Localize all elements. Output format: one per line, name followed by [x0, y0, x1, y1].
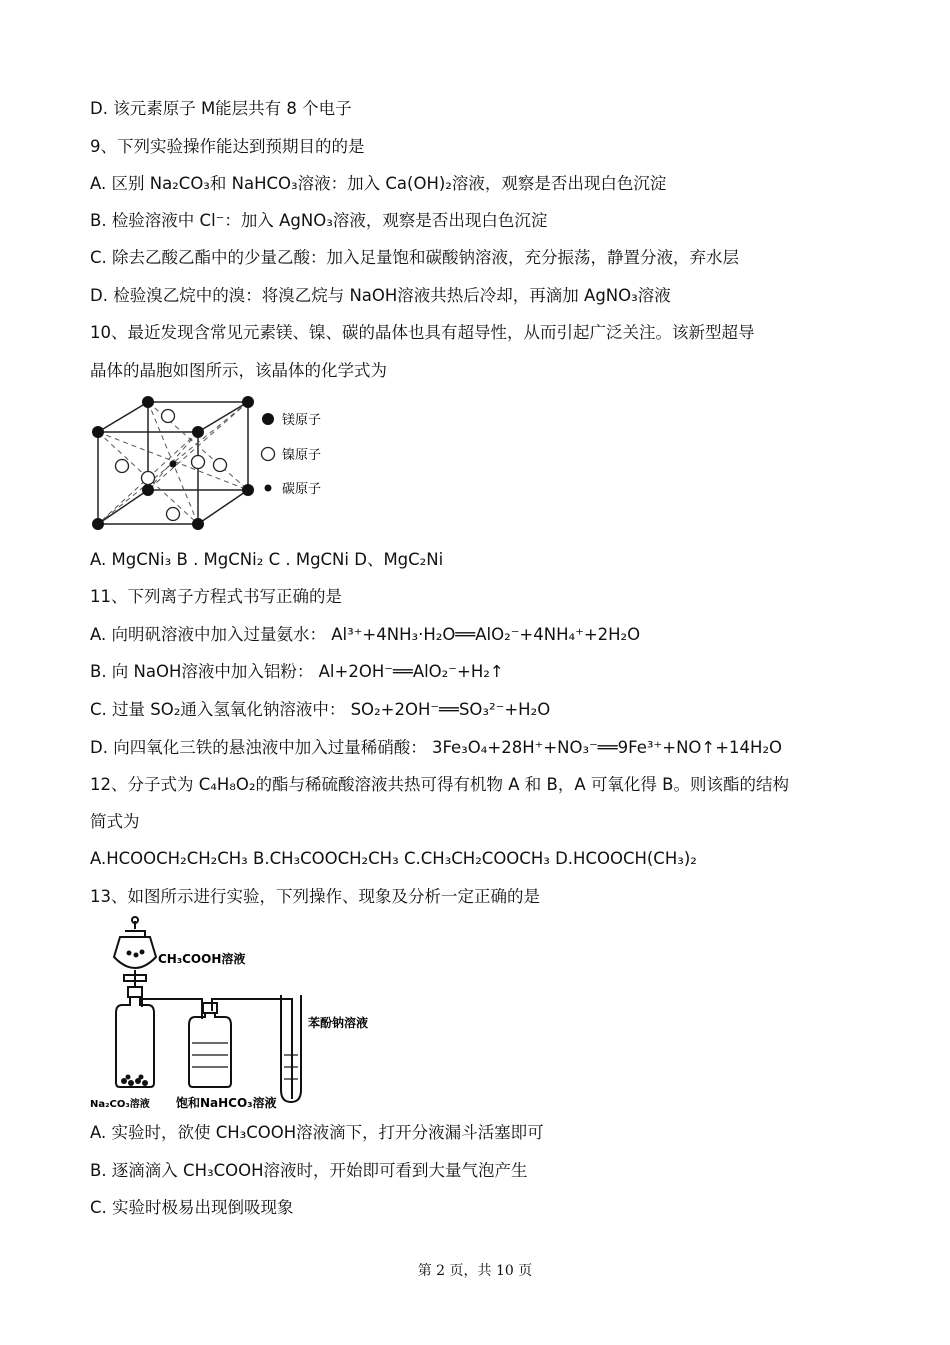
question-9: 9、下列实验操作能达到预期目的的是 — [90, 137, 365, 156]
label-tube: 苯酚钠溶液 — [308, 1016, 369, 1030]
option-13b: B. 逐滴滴入 CH₃COOH溶液时，开始即可看到大量气泡产生 — [90, 1161, 528, 1180]
question-10-line2: 晶体的晶胞如图所示，该晶体的化学式为 — [90, 361, 387, 380]
question-10-line1: 10、最近发现含常见元素镁、镍、碳的晶体也具有超导性，从而引起广泛关注。该新型超导 — [90, 323, 755, 342]
legend-mg-label: 镁原子 — [282, 413, 322, 428]
legend-c-label: 碳原子 — [282, 482, 322, 497]
legend-ni-label: 镍原子 — [282, 448, 322, 463]
page-footer: 第 2 页，共 10 页 — [417, 1263, 533, 1279]
option-9c: C. 除去乙酸乙酯中的少量乙酸：加入足量饱和碳酸钠溶液，充分振荡，静置分液，弃水层 — [90, 248, 740, 267]
option-8d: D. 该元素原子 M能层共有 8 个电子 — [90, 99, 352, 118]
option-11b: B. 向 NaOH溶液中加入铝粉： Al+2OH⁻══AlO₂⁻+H₂↑ — [90, 662, 504, 681]
option-13a: A. 实验时，欲使 CH₃COOH溶液滴下，打开分液漏斗活塞即可 — [90, 1123, 544, 1142]
label-funnel: CH₃COOH溶液 — [158, 952, 246, 966]
question-12-line1: 12、分子式为 C₄H₈O₂的酯与稀硫酸溶液共热可得有机物 A 和 B，A 可氧化得 B。则该酯的结构 — [90, 775, 789, 794]
option-13c: C. 实验时极易出现倒吸现象 — [90, 1198, 294, 1217]
label-flask2: 饱和NaHCO₃溶液 — [176, 1096, 277, 1110]
option-11c: C. 过量 SO₂通入氢氧化钠溶液中： SO₂+2OH⁻══SO₃²⁻+H₂O — [90, 700, 551, 719]
question-12-line2: 简式为 — [90, 812, 140, 831]
option-9b: B. 检验溶液中 Cl⁻：加入 AgNO₃溶液，观察是否出现白色沉淀 — [90, 211, 548, 230]
option-11d: D. 向四氧化三铁的悬浊液中加入过量稀硝酸： 3Fe₃O₄+28H⁺+NO₃⁻══9Fe³⁺+NO↑+14H₂O — [90, 738, 783, 757]
crystal-cell-figure — [88, 392, 348, 537]
label-flask1: Na₂CO₃溶液 — [90, 1099, 150, 1110]
apparatus-figure — [88, 915, 388, 1110]
question-13: 13、如图所示进行实验，下列操作、现象及分析一定正确的是 — [90, 887, 540, 906]
option-9a: A. 区别 Na₂CO₃和 NaHCO₃溶液：加入 Ca(OH)₂溶液，观察是否出现白色沉淀 — [90, 174, 667, 193]
options-12: A.HCOOCH₂CH₂CH₃ B.CH₃COOCH₂CH₃ C.CH₃CH₂COOCH₃ D.HCOOCH(CH₃)₂ — [90, 849, 697, 868]
option-9d: D. 检验溴乙烷中的溴：将溴乙烷与 NaOH溶液共热后冷却，再滴加 AgNO₃溶液 — [90, 286, 671, 305]
question-11: 11、下列离子方程式书写正确的是 — [90, 587, 342, 606]
option-11a: A. 向明矾溶液中加入过量氨水： Al³⁺+4NH₃·H₂O══AlO₂⁻+4NH₄⁺+2H₂O — [90, 625, 641, 644]
options-10: A. MgCNi₃ B . MgCNi₂ C . MgCNi D、MgC₂Ni — [90, 550, 444, 569]
